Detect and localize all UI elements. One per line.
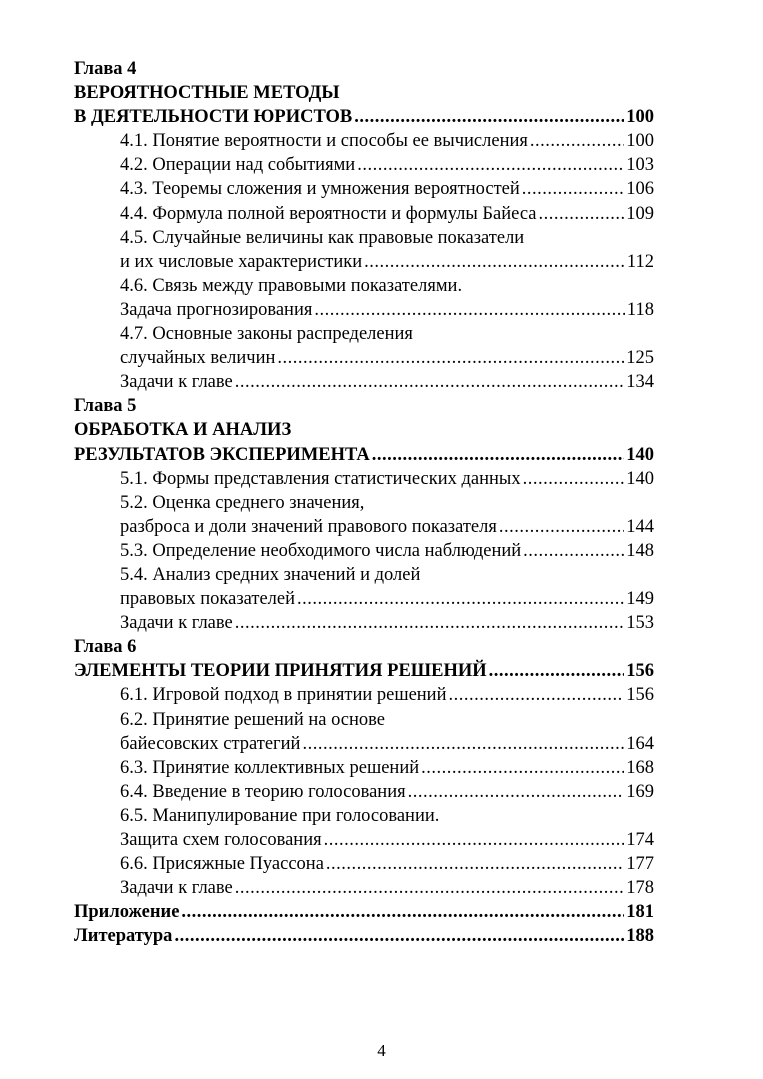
toc-leader-dots	[499, 515, 624, 539]
toc-entry-title: 6.3. Принятие коллективных решений	[120, 757, 420, 778]
toc-entry-title: Глава 5	[74, 396, 137, 417]
toc-entry	[74, 418, 654, 442]
toc-entry-title: Задачи к главе	[120, 372, 233, 393]
toc-entry-title: 6.5. Манипулирование при голосовании.	[120, 805, 440, 826]
toc-entry-page: 112	[626, 251, 654, 272]
toc-entry	[74, 924, 654, 948]
toc-entry	[74, 81, 654, 105]
toc-entry	[74, 202, 654, 226]
toc-entry-page: 174	[626, 830, 654, 850]
toc-entry-page: 109	[626, 203, 654, 224]
toc-leader-dots	[277, 346, 624, 370]
toc-entry	[74, 394, 654, 418]
toc-leader-dots	[181, 900, 624, 924]
toc-entry	[74, 708, 654, 732]
toc-entry-page: 169	[626, 781, 654, 802]
toc-entry	[74, 876, 654, 900]
toc-entry-page: 125	[626, 348, 654, 369]
toc-leader-dots	[421, 756, 624, 780]
toc-entry-title: байесовских стратегий	[120, 733, 301, 754]
toc-entry-title: 4.3. Теоремы сложения и умножения вероятностей	[120, 179, 520, 200]
toc-leader-dots	[302, 732, 624, 756]
toc-entry-page: 188	[626, 926, 654, 947]
toc-entry	[74, 346, 654, 370]
toc-entry	[74, 105, 654, 129]
toc-entry-title: 6.4. Введение в теорию голосования	[120, 781, 406, 802]
toc-leader-dots	[523, 539, 624, 563]
toc-entry-title: 4.7. Основные законы распределения	[120, 324, 413, 345]
table-of-contents	[74, 57, 654, 948]
toc-entry	[74, 659, 654, 683]
toc-entry	[74, 756, 654, 780]
toc-entry-page: 148	[626, 540, 654, 561]
toc-entry	[74, 129, 654, 153]
toc-entry-title: 5.4. Анализ средних значений и долей	[120, 564, 421, 585]
toc-entry-title: разброса и доли значений правового показателя	[120, 516, 497, 537]
toc-entry-title: 6.6. Присяжные Пуассона	[120, 854, 324, 875]
toc-entry	[74, 611, 654, 635]
toc-entry	[74, 491, 654, 515]
toc-entry-page: 144	[626, 516, 654, 537]
toc-entry-title: 5.3. Определение необходимого числа наблюдений	[120, 540, 522, 561]
toc-entry	[74, 563, 654, 587]
toc-entry-page: 164	[626, 733, 654, 754]
toc-leader-dots	[449, 683, 625, 707]
toc-entry-title: ЭЛЕМЕНТЫ ТЕОРИИ ПРИНЯТИЯ РЕШЕНИЙ	[74, 661, 487, 682]
toc-entry-page: 140	[626, 468, 654, 489]
toc-entry-title: Задачи к главе	[120, 613, 233, 634]
toc-leader-dots	[235, 370, 625, 394]
toc-entry	[74, 274, 654, 298]
toc-entry-page: 177	[626, 854, 654, 875]
toc-entry-page: 181	[626, 902, 654, 923]
toc-entry-page: 168	[626, 757, 654, 778]
toc-entry-page: 156	[626, 661, 654, 682]
toc-entry	[74, 515, 654, 539]
toc-entry-title: 4.6. Связь между правовыми показателями.	[120, 275, 463, 296]
toc-entry-page: 134	[626, 372, 654, 393]
toc-entry	[74, 370, 654, 394]
toc-leader-dots	[324, 828, 625, 852]
toc-entry-page: 149	[626, 589, 654, 610]
toc-entry-title: 6.1. Игровой подход в принятии решений	[120, 685, 447, 706]
toc-entry	[74, 226, 654, 250]
toc-entry-title: Задача прогнозирования	[120, 299, 313, 320]
toc-leader-dots	[326, 852, 624, 876]
toc-leader-dots	[174, 924, 624, 948]
toc-entry	[74, 298, 654, 322]
toc-entry	[74, 828, 654, 852]
toc-entry	[74, 153, 654, 177]
toc-entry-title: Приложение	[74, 902, 180, 923]
toc-entry-title: 5.2. Оценка среднего значения,	[120, 492, 365, 513]
toc-entry-title: ВЕРОЯТНОСТНЫЕ МЕТОДЫ	[74, 83, 340, 104]
toc-entry-title: ОБРАБОТКА И АНАЛИЗ	[74, 420, 292, 441]
toc-entry-title: 6.2. Принятие решений на основе	[120, 709, 386, 730]
toc-entry	[74, 732, 654, 756]
toc-entry	[74, 780, 654, 804]
toc-entry-title: Литература	[74, 926, 173, 947]
toc-entry-page: 153	[626, 613, 654, 634]
toc-entry-title: Глава 6	[74, 637, 137, 658]
toc-entry-title: 4.1. Понятие вероятности и способы ее вычисления	[120, 131, 528, 152]
toc-entry-title: и их числовые характеристики	[120, 251, 363, 272]
toc-entry-page: 100	[626, 131, 654, 152]
toc-leader-dots	[357, 153, 624, 177]
toc-entry	[74, 635, 654, 659]
toc-leader-dots	[235, 611, 625, 635]
toc-entry	[74, 57, 654, 81]
toc-entry	[74, 587, 654, 611]
toc-entry-title: Защита схем голосования	[120, 830, 322, 850]
toc-entry-title: РЕЗУЛЬТАТОВ ЭКСПЕРИМЕНТА	[74, 444, 370, 465]
toc-leader-dots	[530, 129, 624, 153]
toc-entry-title: Задачи к главе	[120, 878, 233, 899]
toc-entry-title: Глава 4	[74, 59, 137, 79]
toc-entry-title: 4.2. Операции над событиями	[120, 155, 356, 176]
toc-leader-dots	[522, 177, 624, 201]
toc-entry	[74, 804, 654, 828]
toc-entry-title: правовых показателей	[120, 589, 296, 610]
page-number: 4	[377, 1041, 386, 1060]
toc-entry-title: 4.5. Случайные величины как правовые показатели	[120, 227, 525, 248]
toc-leader-dots	[297, 587, 624, 611]
toc-entry	[74, 443, 654, 467]
toc-leader-dots	[523, 467, 625, 491]
toc-entry-page: 140	[626, 444, 654, 465]
toc-leader-dots	[408, 780, 625, 804]
toc-entry	[74, 539, 654, 563]
toc-entry-page: 178	[626, 878, 654, 899]
toc-leader-dots	[314, 298, 625, 322]
toc-entry	[74, 900, 654, 924]
toc-entry-title: случайных величин	[120, 348, 276, 369]
toc-leader-dots	[235, 876, 625, 900]
toc-entry-title: 4.4. Формула полной вероятности и формулы Байеса	[120, 203, 537, 224]
toc-entry-page: 100	[626, 107, 654, 128]
toc-entry-page: 156	[626, 685, 654, 706]
toc-leader-dots	[489, 659, 625, 683]
toc-leader-dots	[364, 250, 625, 274]
toc-entry	[74, 683, 654, 707]
toc-leader-dots	[538, 202, 624, 226]
toc-leader-dots	[372, 443, 624, 467]
toc-leader-dots	[354, 105, 624, 129]
toc-entry	[74, 467, 654, 491]
toc-entry-page: 106	[626, 179, 654, 200]
toc-entry-title: В ДЕЯТЕЛЬНОСТИ ЮРИСТОВ	[74, 107, 353, 128]
toc-entry	[74, 852, 654, 876]
toc-entry-page: 118	[626, 299, 654, 320]
toc-entry	[74, 322, 654, 346]
toc-entry-title: 5.1. Формы представления статистических данных	[120, 468, 521, 489]
toc-entry	[74, 250, 654, 274]
toc-entry	[74, 177, 654, 201]
toc-entry-page: 103	[626, 155, 654, 176]
